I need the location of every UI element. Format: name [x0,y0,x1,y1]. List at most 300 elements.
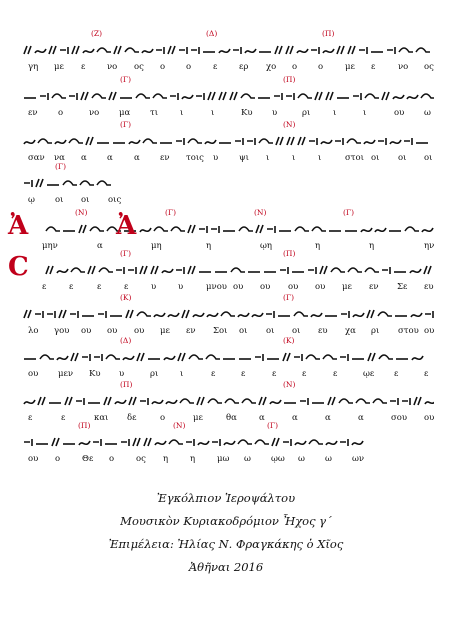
lyric-syllable: ρι [302,108,311,118]
lyric-syllable: ε [371,62,376,72]
lyric-syllable: η [315,241,321,251]
neume-glyph [326,92,333,100]
neume-glyph [57,269,68,273]
neume-strip [22,430,434,452]
lyric-syllable: υ [119,369,125,379]
neume-glyph [24,140,35,144]
lyric-syllable: ε [124,282,129,292]
neume-glyph [71,268,85,272]
lyric-syllable: δε [127,413,137,423]
lyric-syllable: με [160,326,170,336]
neume-glyph [379,355,393,359]
martyria-mark: (Ν) [283,120,296,129]
lyric-syllable: ου [233,282,244,292]
neume-glyph [38,397,45,405]
neume-glyph [24,180,32,187]
neume-glyph [294,354,302,361]
lyric-syllable: ῳη [260,241,273,251]
neume-glyph [276,137,283,145]
martyria-mark: (Γ) [267,421,279,430]
lyric-syllable: ο [109,454,115,464]
lyric-syllable: ῳω [271,454,285,464]
martyria-mark: (Π) [283,249,296,258]
martyria-mark: (Γ) [120,120,132,129]
lyric-syllable: ψι [239,153,249,163]
neume-glyph [170,93,178,100]
neume-glyph [152,400,163,404]
neume-glyph [94,354,102,361]
lyric-syllable: μα [119,108,131,118]
neume-glyph [421,94,434,98]
lyric-syllable: στου [398,326,419,336]
neume-glyph [365,94,379,98]
neume-glyph [188,266,195,274]
lyric-syllable: οι [424,153,433,163]
neume-glyph [169,440,183,444]
neume-glyph [286,46,293,54]
neume-glyph [356,399,370,403]
neume-glyph [46,266,53,274]
lyric-syllable: ος [134,62,144,72]
neume-glyph [143,139,157,143]
neume-glyph [65,397,72,405]
neume-glyph [206,355,220,359]
neume-glyph [390,140,401,144]
neume-glyph [311,47,319,54]
neume-glyph [182,310,189,318]
lyric-syllable: χο [266,62,277,72]
neume-glyph [326,441,337,445]
martyria-mark: (Γ) [120,75,132,84]
neume-glyph [40,355,54,359]
lyric-syllable: σου [391,413,408,423]
neume-glyph [266,311,274,318]
neume-strip [22,258,434,280]
footer-title: Ἐγκόλπιον Ἱεροψάλτου [156,491,296,505]
neume-glyph [272,438,279,446]
lyric-syllable: ω [424,108,431,118]
neume-glyph [55,140,66,144]
lyric-syllable: ος [424,62,434,72]
neume-glyph [88,266,95,274]
neume-glyph [367,310,374,318]
neume-glyph [286,93,294,100]
lyric-syllable: ω [244,454,251,464]
neume-glyph [142,49,153,53]
lyric-syllable: οι [55,195,64,205]
neume-glyph [405,227,419,231]
lyric-syllable: οι [398,153,407,163]
lyric-syllable: χα [345,326,356,336]
neume-glyph [60,47,68,54]
neume-glyph [341,311,349,318]
neume-glyph [140,398,148,405]
neume-glyph [71,353,78,361]
lyric-syllable: η [190,454,196,464]
rubric-initial: Ϲ [8,252,29,282]
martyria-mark: (Π) [78,421,91,430]
lyric-syllable: ε [272,369,277,379]
neume-glyph [129,397,136,405]
neume-glyph [125,48,139,52]
lyric-syllable: εν [28,108,38,118]
lyric-syllable: ου [107,326,118,336]
neume-glyph [196,93,204,100]
neume-glyph [256,225,263,233]
neume-glyph [162,269,173,273]
neume-glyph [153,94,167,98]
neume-glyph [323,49,334,53]
lyric-syllable: εν [369,282,379,292]
lyric-syllable: η [206,241,212,251]
lyric-syllable: ο [55,454,61,464]
neume-glyph [328,397,335,405]
neume-glyph [188,225,195,233]
neume-glyph [412,356,423,360]
chant-line [22,75,434,118]
lyric-syllable: α [134,153,140,163]
neume-glyph [365,268,379,272]
neume-glyph [340,439,348,446]
neume-glyph [207,313,218,317]
neume-glyph [49,46,56,54]
lyric-syllable: ο [160,62,166,72]
neume-glyph [298,137,305,145]
neume-glyph [224,441,235,445]
lyric-syllable: ου [260,282,271,292]
neume-glyph [309,440,323,444]
neume-glyph [309,138,317,145]
neume-glyph [375,228,386,232]
neume-glyph [178,353,185,361]
martyria-mark: (Ν) [283,380,296,389]
neume-glyph [176,138,184,145]
neume-glyph [189,355,203,359]
neume-glyph [24,400,35,404]
lyric-syllable: ε [211,369,216,379]
neume-strip [22,389,434,411]
lyric-syllable: ε [69,282,74,292]
neume-glyph [410,269,421,273]
neume-glyph [104,397,111,405]
lyric-syllable: με [193,413,203,423]
lyric-syllable: οι [81,195,90,205]
martyria-mark: (Π) [120,380,133,389]
neume-glyph [238,313,249,317]
neume-glyph [40,93,48,100]
neume-glyph [274,93,282,100]
lyric-syllable: ρι [150,369,159,379]
neume-glyph [233,47,241,54]
neume-glyph [156,47,164,54]
neume-glyph [390,398,398,405]
lyric-syllable: μη [151,241,162,251]
neume-glyph [80,181,94,185]
neume-glyph [52,438,59,446]
neume-glyph [416,48,430,52]
neume-glyph [373,399,387,403]
neume-glyph [97,181,111,185]
martyria-mark: (Ν) [254,208,267,217]
lyric-syllable: ων [352,454,365,464]
neume-glyph [63,181,77,185]
neume-glyph [255,354,263,361]
rubric-initial: Ἀ [116,211,137,241]
neume-glyph [321,140,332,144]
neume-glyph [197,397,204,405]
lyric-syllable: ε [97,282,102,292]
neume-glyph [69,139,83,143]
neume-glyph [315,92,322,100]
neume-glyph [339,399,353,403]
lyric-syllable: οι [239,326,248,336]
lyric-syllable: ου [28,454,39,464]
neume-glyph [312,227,326,231]
neume-glyph [140,228,151,232]
neume-glyph [92,94,106,98]
neume-strip [22,38,434,60]
neume-glyph [387,47,395,54]
lyric-syllable: ου [424,326,435,336]
neume-strip [22,129,434,151]
neume-glyph [24,310,31,318]
neume-glyph [287,137,294,145]
lyric-syllable: ου [394,108,405,118]
lyric-syllable: α [358,413,364,423]
neume-glyph [176,267,184,274]
lyric-syllable: ου [288,282,299,292]
neume-glyph [115,400,126,404]
neume-glyph [359,47,367,54]
neume-glyph [306,355,320,359]
lyric-syllable: ε [333,369,338,379]
martyria-mark: (Κ) [120,293,132,302]
neume-glyph [382,92,389,100]
neume-glyph [364,140,375,144]
neume-glyph [382,267,390,274]
neume-glyph [93,439,101,446]
martyria-mark: (Κ) [283,336,295,345]
neume-glyph [90,227,104,231]
lyric-syllable: τοις [186,153,204,163]
lyric-syllable: υ [178,282,184,292]
lyric-syllable: τι [150,108,159,118]
lyric-syllable: ο [186,62,192,72]
lyric-syllable: οις [108,195,122,205]
chant-line [22,120,434,163]
neume-glyph [347,139,361,143]
neume-glyph [422,228,433,232]
lyric-syllable: ο [58,108,64,118]
lyric-syllable: ην [424,241,435,251]
neume-glyph [180,399,194,403]
neume-glyph [425,400,434,404]
neume-glyph [126,310,133,318]
neume-glyph [128,267,136,274]
neume-glyph [368,353,375,361]
lyric-syllable: ι [318,153,322,163]
lyric-syllable: ι [180,369,184,379]
neume-glyph [57,356,68,360]
lyric-syllable: ο [318,62,324,72]
lyric-syllable: ευ [424,282,434,292]
lyric-syllable: ου [315,282,326,292]
neume-glyph [294,312,308,316]
neume-glyph [320,266,327,274]
lyric-syllable: οι [266,326,275,336]
neume-glyph [155,441,166,445]
neume-glyph [188,139,202,143]
neume-glyph [154,227,168,231]
lyric-syllable: Σοι [213,326,228,336]
neume-glyph [255,440,269,444]
neume-glyph [205,140,216,144]
neume-glyph [221,312,235,316]
chant-line [22,162,434,205]
lyric-syllable: α [81,153,87,163]
neume-glyph [114,46,121,54]
lyric-syllable: υ [272,108,278,118]
neume-glyph [166,400,177,404]
neume-glyph [298,94,312,98]
lyric-syllable: γη [28,62,39,72]
neume-glyph [199,226,207,233]
neume-glyph [109,92,116,100]
lyric-syllable: νο [107,62,118,72]
neume-glyph [247,138,255,145]
neume-glyph [353,93,361,100]
neume-glyph [219,49,230,53]
lyric-syllable: Κυ [241,108,253,118]
lyric-syllable: νο [398,62,409,72]
neume-glyph [59,310,66,318]
chant-line [22,380,435,423]
neume-glyph [352,441,363,445]
footer-place-date: Ἀθῆναι 2016 [188,560,264,574]
lyric-syllable: ω [298,454,305,464]
lyric-syllable: ε [424,369,429,379]
neume-glyph [337,46,344,54]
lyric-syllable: ε [81,62,86,72]
neume-glyph [283,353,290,361]
neume-glyph [424,266,431,274]
neume-glyph [335,138,343,145]
neume-glyph [47,311,55,318]
neume-glyph [186,439,194,446]
lyric-syllable: ε [302,369,307,379]
neume-glyph [38,139,52,143]
neume-glyph [35,311,43,318]
neume-glyph [348,268,362,272]
neume-glyph [340,354,348,361]
neume-glyph [239,227,253,231]
lyric-syllable: ῳ [28,195,35,205]
neume-glyph [399,48,413,52]
neume-glyph [414,397,421,405]
neume-glyph [137,353,144,361]
martyria-mark: (Γ) [120,249,132,258]
lyric-syllable: οι [371,153,380,163]
lyric-syllable: ε [241,369,246,379]
neume-glyph [267,226,275,233]
lyric-syllable: Σε [397,282,408,292]
lyric-syllable: με [345,62,355,72]
lyric-syllable: ε [28,413,33,423]
lyric-syllable: ι [211,108,215,118]
neume-glyph [198,441,209,445]
neume-glyph [280,267,288,274]
lyric-syllable: ῳε [363,369,375,379]
neume-glyph [231,268,245,272]
neume-glyph [331,268,345,272]
lyric-syllable: α [325,413,331,423]
chant-line [8,249,434,292]
neume-glyph [323,355,337,359]
neume-glyph [378,312,392,316]
neume-glyph [275,46,282,54]
neume-glyph [311,313,322,317]
lyric-syllable: α [97,241,103,251]
martyria-mark: (Δ) [206,29,218,38]
martyria-mark: (Γ) [165,208,177,217]
lyric-syllable: στοι [345,153,364,163]
lyric-syllable: ρι [371,326,380,336]
lyric-syllable: ι [266,153,270,163]
neume-glyph [171,227,185,231]
martyria-mark: (Ν) [75,208,88,217]
lyric-syllable: μεν [58,369,74,379]
lyric-syllable: μω [217,454,230,464]
neume-glyph [52,94,66,98]
lyric-syllable: ο [292,62,298,72]
neume-glyph [144,438,151,446]
neume-glyph [70,311,78,318]
lyric-syllable: ευ [318,326,328,336]
neume-glyph [402,398,410,405]
chant-line [8,208,435,251]
rubric-initial: Ἀ [8,211,29,241]
lyric-syllable: η [369,241,375,251]
neume-glyph [297,49,308,53]
neume-glyph [404,138,412,145]
neume-glyph [164,356,175,360]
neume-glyph [353,313,364,317]
neume-glyph [36,179,43,187]
lyric-syllable: ου [81,326,92,336]
lyric-syllable: να [54,153,65,163]
chant-line [22,421,434,464]
martyria-mark: (Γ) [55,162,67,171]
lyric-syllable: ε [61,413,66,423]
neume-glyph [79,225,86,233]
neume-glyph [219,92,226,100]
neume-glyph [259,397,266,405]
lyric-syllable: λο [28,326,39,336]
neume-glyph [79,441,90,445]
martyria-mark: (Ν) [173,421,186,430]
neume-glyph [238,440,252,444]
neume-glyph [411,313,422,317]
martyria-mark: (Π) [283,75,296,84]
lyric-syllable: Κυ [89,369,101,379]
martyria-mark: (Γ) [283,293,295,302]
lyric-syllable: με [54,62,64,72]
lyric-syllable: Θε [82,454,94,464]
lyric-syllable: εν [186,326,196,336]
neume-glyph [123,356,134,360]
neume-glyph [225,399,239,403]
neume-glyph [208,92,215,100]
